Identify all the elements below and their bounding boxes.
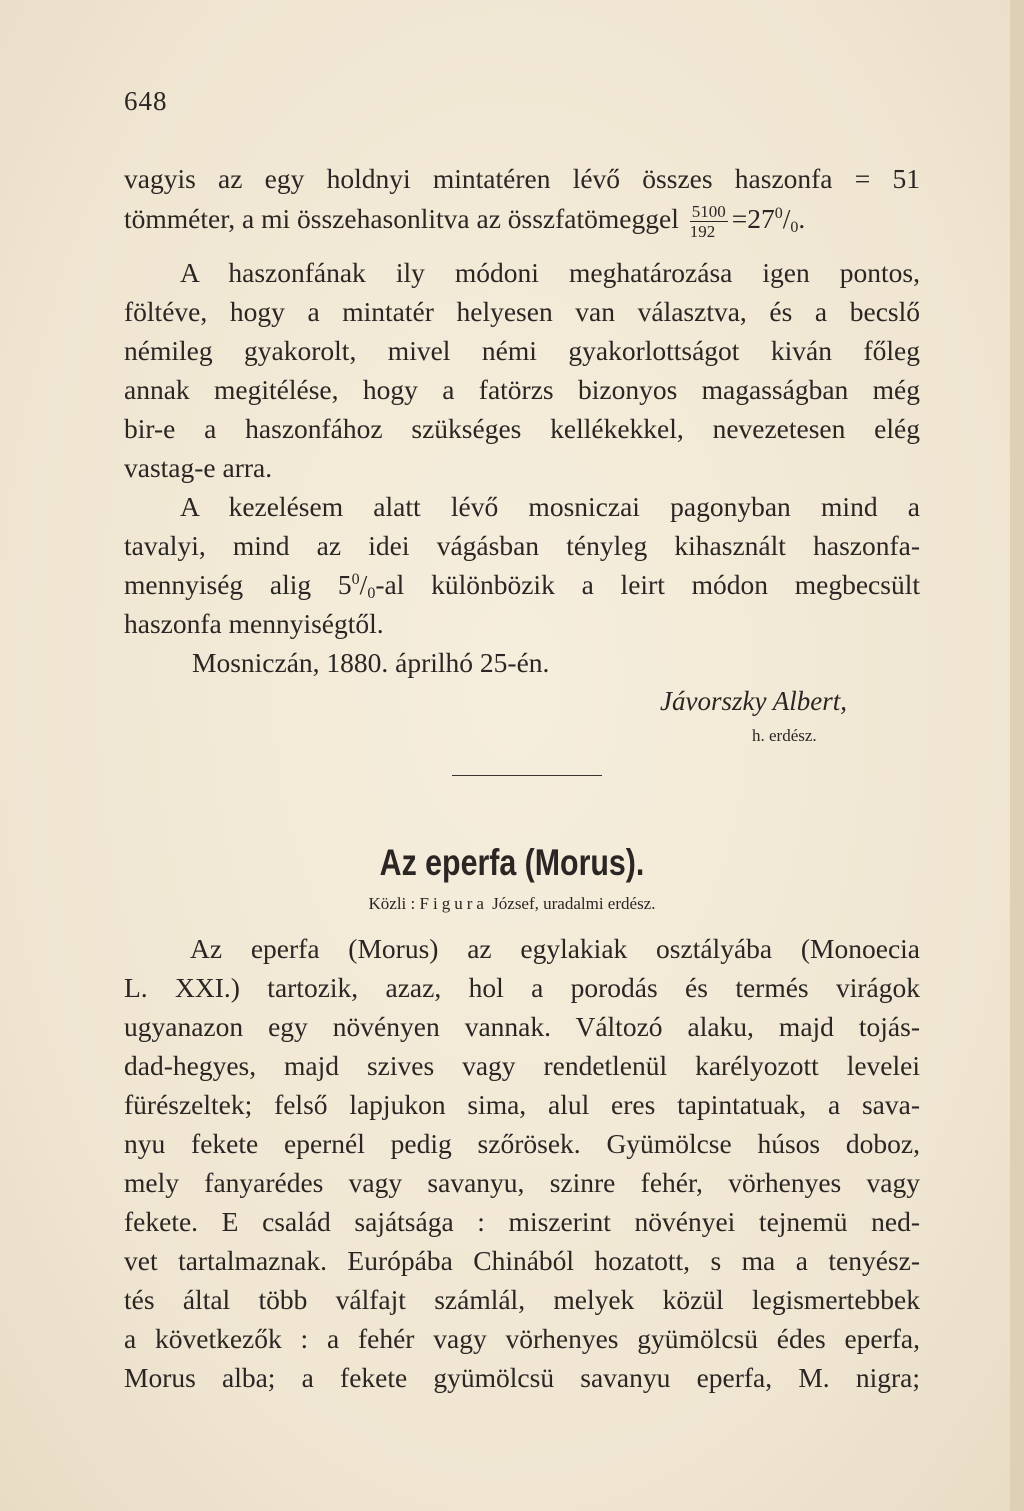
percent-sub: 0: [367, 585, 376, 602]
percent-line-before: mennyiség alig 5: [124, 569, 352, 600]
section-divider: [452, 775, 602, 776]
fraction-result: =27: [731, 203, 775, 234]
fraction: [690, 202, 728, 241]
text-line: Az eperfa (Morus) az egylakiak osztályába (Monoecia: [190, 933, 920, 964]
text-line: A kezelésem alatt lévő mosniczai pagonyban mind a: [180, 491, 920, 522]
signature-role: h. erdész.: [752, 726, 817, 745]
fraction-line-text: tömméter, a mi összehasonlitva az összfatömeggel: [124, 203, 679, 234]
percent-sup: 0: [774, 205, 783, 222]
page-edge: [1010, 0, 1024, 1511]
text-line: dad-hegyes, majd szives vagy rendetlenül karélyozott levelei: [124, 1050, 920, 1081]
text-line: ugyanazon egy növényen vannak. Változó alaku, majd tojás-: [124, 1011, 920, 1042]
dateline: Mosniczán, 1880. áprilhó 25-én.: [192, 647, 550, 678]
text-line: vastag-e arra.: [124, 452, 273, 483]
percent-sup: 0: [351, 571, 360, 588]
text-line: haszonfa mennyiségtől.: [124, 608, 384, 639]
byline-name: Figura: [419, 894, 488, 913]
text-line: fürészeltek; felső lapjukon sima, alul eres tapintatuak, a sava-: [124, 1089, 920, 1120]
fraction-end: .: [798, 203, 806, 234]
text-line: vagyis az egy holdnyi mintatéren lévő összes haszonfa = 51: [124, 163, 920, 194]
percent-slash: /: [359, 569, 368, 600]
percent-line: [124, 566, 920, 604]
text-line: Morus alba; a fekete gyümölcsü savanyu eperfa, M. nigra;: [124, 1362, 920, 1393]
fraction-numerator: 5100: [691, 202, 726, 222]
percent-slash: /: [782, 203, 791, 234]
fraction-denominator: 192: [689, 222, 716, 242]
text-line: bir-e a haszonfához szükséges kellékekkel, nevezetesen elég: [124, 413, 920, 444]
signature: Jávorszky Albert,: [660, 686, 847, 716]
text-line: fekete. E család sajátsága : miszerint növényei tejnemü ned-: [124, 1206, 920, 1237]
percent-sub: 0: [790, 219, 799, 236]
text-line: vet tartalmaznak. Európába Chinából hozatott, s ma a tenyész-: [124, 1245, 920, 1276]
text-line: mely fanyarédes vagy savanyu, szinre fehér, vörhenyes vagy: [124, 1167, 920, 1198]
article-title: Az eperfa (Morus).: [379, 842, 645, 883]
text-line: a következők : a fehér vagy vörhenyes gyümölcsü édes eperfa,: [124, 1323, 920, 1354]
text-line: némileg gyakorolt, mivel némi gyakorlottságot kiván főleg: [124, 335, 920, 366]
byline-rest: József, uradalmi erdész.: [492, 894, 656, 913]
fraction-line: [124, 200, 920, 241]
text-line: föltéve, hogy a mintatér helyesen van választva, és a becslő: [124, 296, 920, 327]
percent-line-after: -al különbözik a leirt módon megbecsült: [375, 569, 920, 600]
byline: [0, 894, 1024, 914]
page-number: 648: [124, 86, 168, 116]
text-line: A haszonfának ily módoni meghatározása igen pontos,: [180, 257, 920, 288]
text-line: annak megitélése, hogy a fatörzs bizonyos magasságban még: [124, 374, 920, 405]
text-line: nyu fekete epernél pedig szőrösek. Gyümölcse húsos doboz,: [124, 1128, 920, 1159]
byline-prefix: Közli :: [368, 894, 416, 913]
text-line: tés által több válfajt számlál, melyek közül legismertebbek: [124, 1284, 920, 1315]
text-line: tavalyi, mind az idei vágásban tényleg kihasznált haszonfa-: [124, 530, 920, 561]
text-line: L. XXI.) tartozik, azaz, hol a porodás és termés virágok: [124, 972, 920, 1003]
